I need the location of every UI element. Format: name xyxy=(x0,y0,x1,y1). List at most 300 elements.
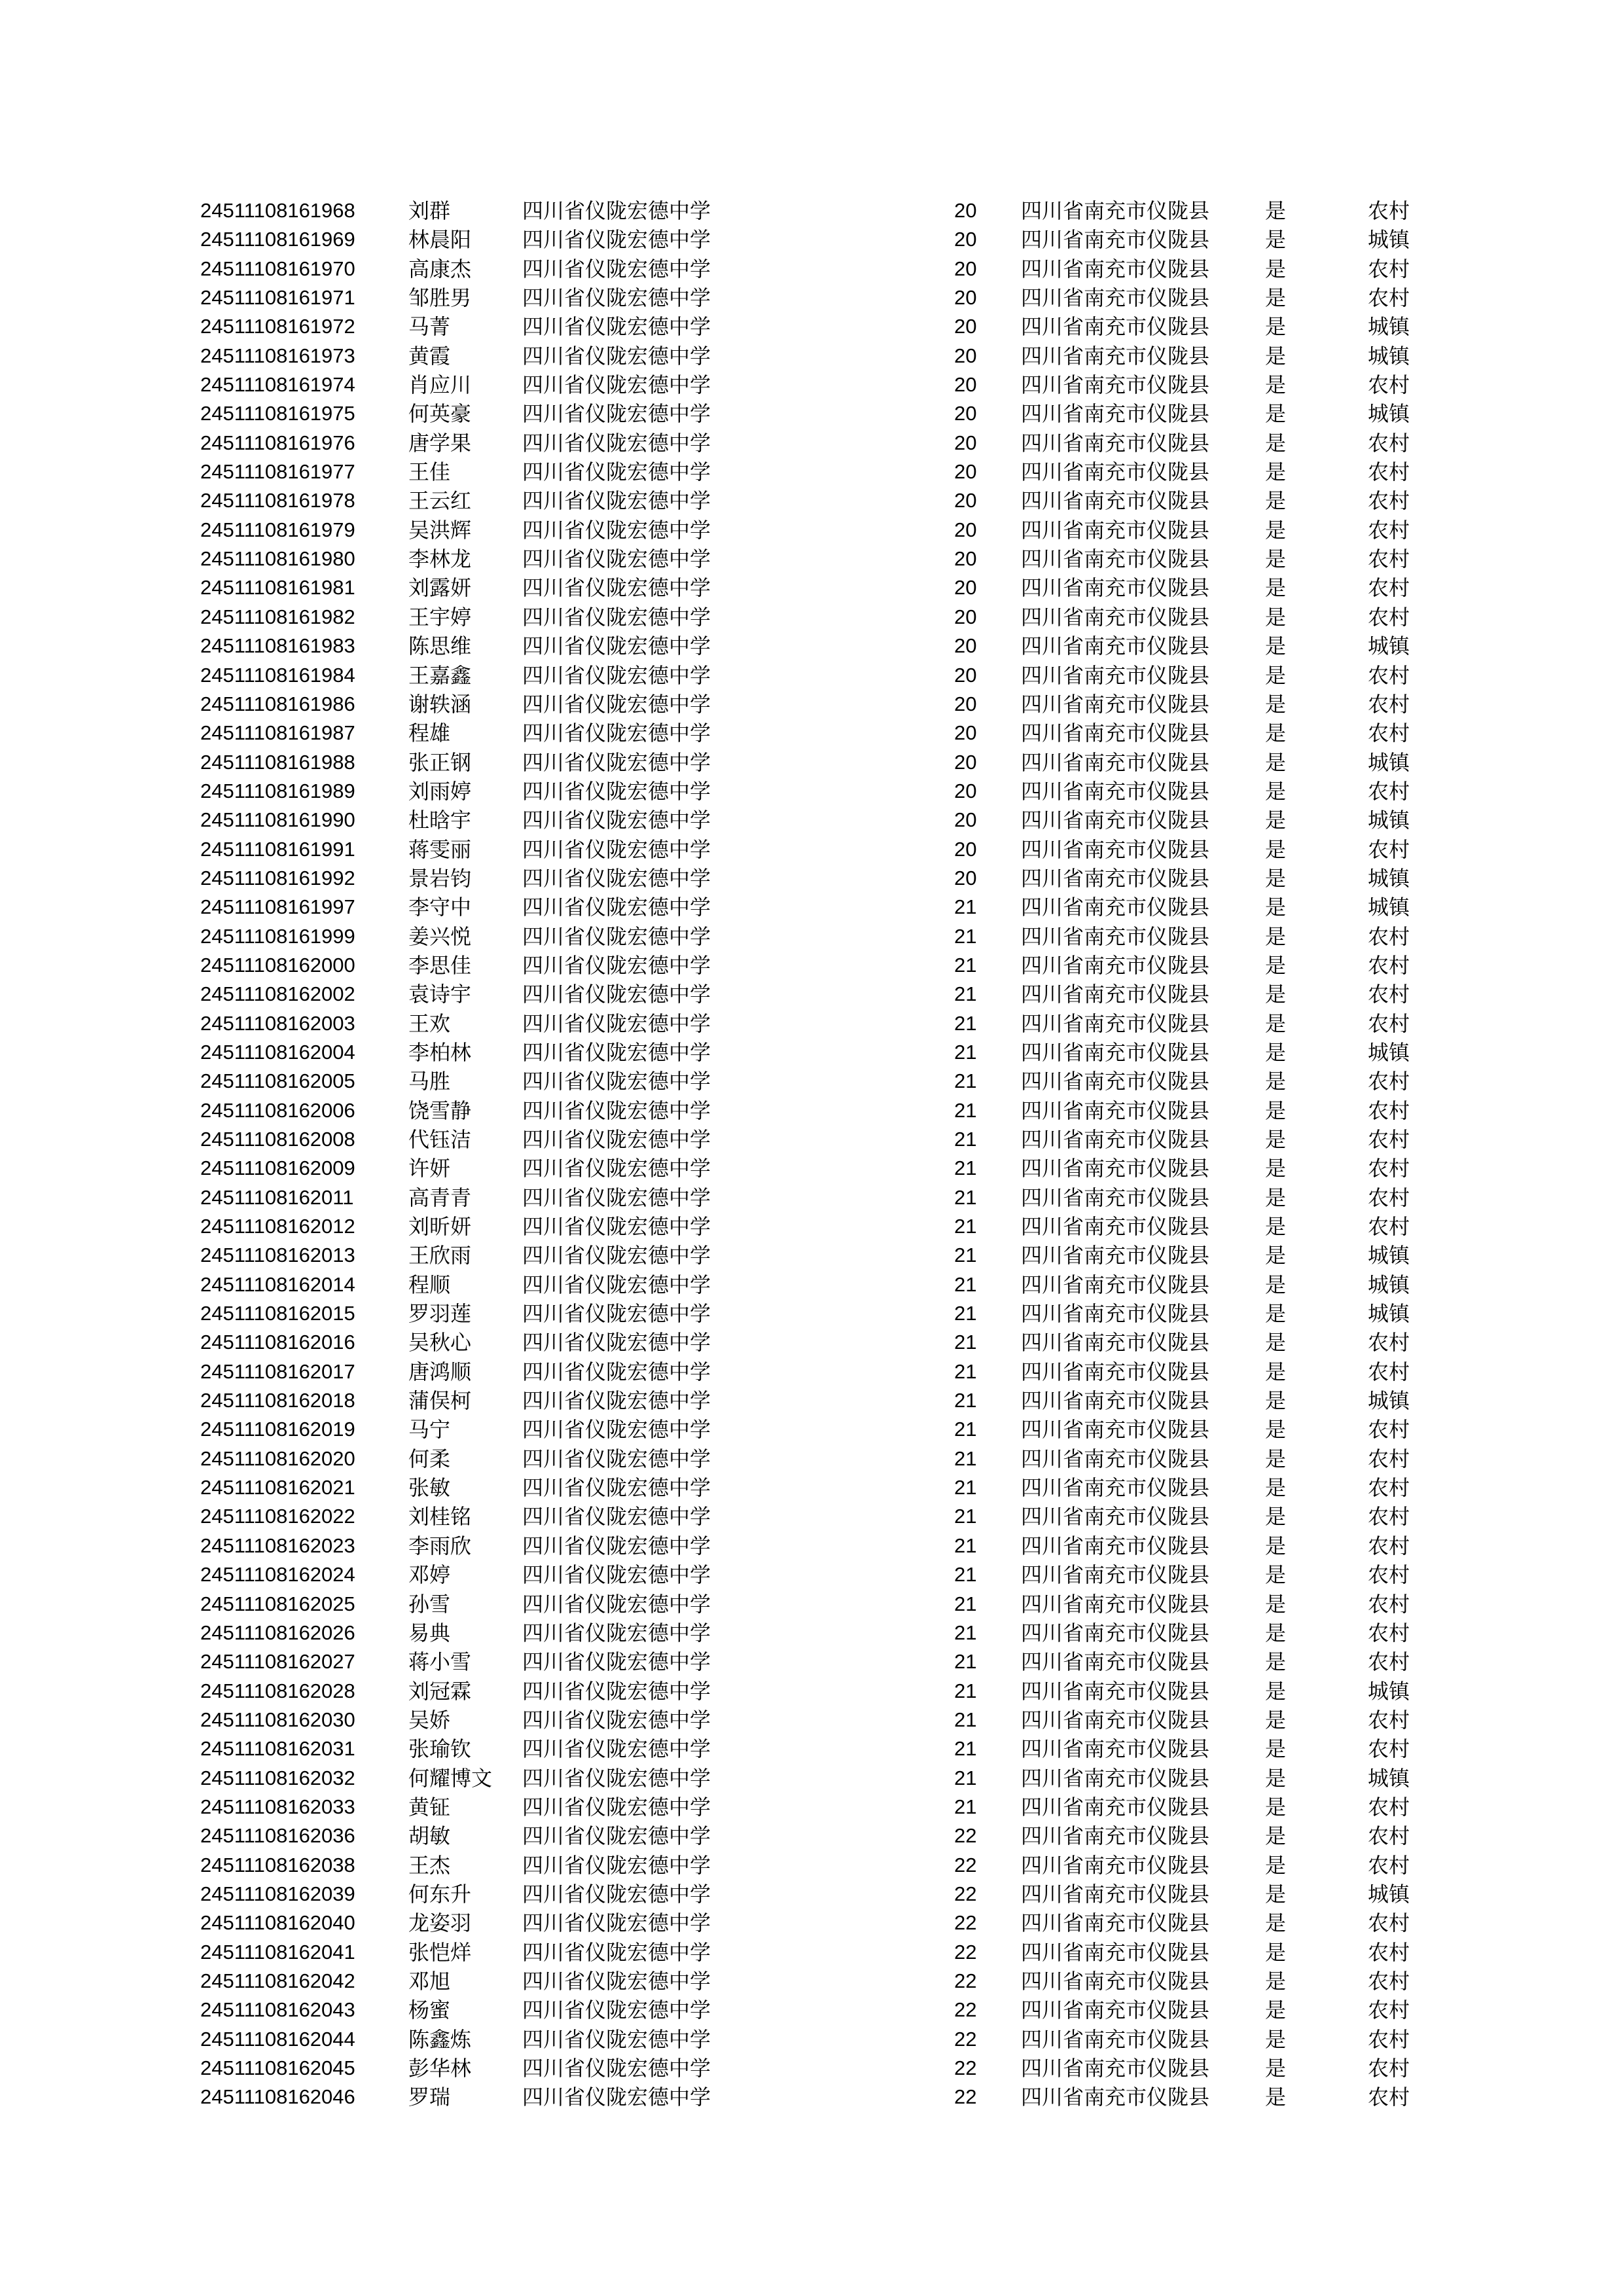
flag-cell: 是 xyxy=(1265,1736,1287,1762)
table-row xyxy=(0,1328,1623,1357)
age-cell: 21 xyxy=(954,1476,977,1499)
address-cell: 四川省南充市仪陇县 xyxy=(1021,547,1210,572)
flag-cell: 是 xyxy=(1265,198,1287,223)
student-id-cell: 24511108162016 xyxy=(200,1331,355,1354)
student-name-cell: 蒋小雪 xyxy=(408,1649,472,1675)
table-row xyxy=(0,632,1623,660)
age-cell: 21 xyxy=(954,1244,977,1267)
student-name-cell: 刘群 xyxy=(408,198,451,223)
student-name-cell: 张敏 xyxy=(408,1475,451,1501)
table-row xyxy=(0,1821,1623,1850)
address-cell: 四川省南充市仪陇县 xyxy=(1021,1968,1210,1994)
school-cell: 四川省仪陇宏德中学 xyxy=(522,2085,711,2110)
flag-cell: 是 xyxy=(1265,2056,1287,2081)
school-cell: 四川省仪陇宏德中学 xyxy=(522,952,711,978)
student-name-cell: 黄霞 xyxy=(408,343,451,368)
flag-cell: 是 xyxy=(1265,952,1287,978)
school-cell: 四川省仪陇宏德中学 xyxy=(522,1504,711,1530)
age-cell: 21 xyxy=(954,1389,977,1412)
student-name-cell: 孙雪 xyxy=(408,1591,451,1617)
area-type-cell: 农村 xyxy=(1368,1707,1410,1732)
table-row xyxy=(0,1473,1623,1502)
school-cell: 四川省仪陇宏德中学 xyxy=(522,1707,711,1732)
flag-cell: 是 xyxy=(1265,1591,1287,1617)
student-name-cell: 袁诗宇 xyxy=(408,982,472,1007)
student-id-cell: 24511108161980 xyxy=(200,547,355,571)
student-id-cell: 24511108162014 xyxy=(200,1272,355,1296)
flag-cell: 是 xyxy=(1265,1243,1287,1268)
school-cell: 四川省仪陇宏德中学 xyxy=(522,459,711,485)
school-cell: 四川省仪陇宏德中学 xyxy=(522,343,711,368)
school-cell: 四川省仪陇宏德中学 xyxy=(522,1039,711,1065)
table-row xyxy=(0,922,1623,951)
address-cell: 四川省南充市仪陇县 xyxy=(1021,634,1210,659)
flag-cell: 是 xyxy=(1265,1649,1287,1675)
table-row xyxy=(0,196,1623,225)
area-type-cell: 农村 xyxy=(1368,198,1410,223)
age-cell: 20 xyxy=(954,489,977,512)
age-cell: 21 xyxy=(954,1272,977,1296)
school-cell: 四川省仪陇宏德中学 xyxy=(522,2056,711,2081)
table-row xyxy=(0,806,1623,834)
address-cell: 四川省南充市仪陇县 xyxy=(1021,1011,1210,1036)
address-cell: 四川省南充市仪陇县 xyxy=(1021,1736,1210,1762)
area-type-cell: 农村 xyxy=(1368,2026,1410,2052)
address-cell: 四川省南充市仪陇县 xyxy=(1021,1939,1210,1965)
address-cell: 四川省南充市仪陇县 xyxy=(1021,1823,1210,1849)
age-cell: 21 xyxy=(954,895,977,919)
age-cell: 21 xyxy=(954,953,977,977)
school-cell: 四川省仪陇宏德中学 xyxy=(522,1591,711,1617)
school-cell: 四川省仪陇宏德中学 xyxy=(522,1301,711,1327)
student-id-cell: 24511108162038 xyxy=(200,1853,355,1876)
student-name-cell: 高青青 xyxy=(408,1185,472,1210)
age-cell: 21 xyxy=(954,1737,977,1761)
address-cell: 四川省南充市仪陇县 xyxy=(1021,1069,1210,1094)
school-cell: 四川省仪陇宏德中学 xyxy=(522,1388,711,1414)
flag-cell: 是 xyxy=(1265,1765,1287,1791)
area-type-cell: 农村 xyxy=(1368,1359,1410,1384)
table-row xyxy=(0,1038,1623,1067)
area-type-cell: 城镇 xyxy=(1368,401,1410,427)
area-type-cell: 城镇 xyxy=(1368,808,1410,833)
age-cell: 21 xyxy=(954,1563,977,1587)
student-id-cell: 24511108162043 xyxy=(200,1998,355,2022)
address-cell: 四川省南充市仪陇县 xyxy=(1021,808,1210,833)
flag-cell: 是 xyxy=(1265,1678,1287,1704)
address-cell: 四川省南充市仪陇县 xyxy=(1021,1998,1210,2023)
table-row xyxy=(0,1938,1623,1967)
area-type-cell: 农村 xyxy=(1368,1185,1410,1210)
student-name-cell: 易典 xyxy=(408,1620,451,1645)
age-cell: 21 xyxy=(954,1795,977,1818)
area-type-cell: 城镇 xyxy=(1368,634,1410,659)
address-cell: 四川省南充市仪陇县 xyxy=(1021,575,1210,601)
address-cell: 四川省南充市仪陇县 xyxy=(1021,1039,1210,1065)
school-cell: 四川省仪陇宏德中学 xyxy=(522,1998,711,2023)
student-name-cell: 姜兴悦 xyxy=(408,924,472,949)
flag-cell: 是 xyxy=(1265,749,1287,775)
student-id-cell: 24511108162003 xyxy=(200,1011,355,1035)
student-id-cell: 24511108162046 xyxy=(200,2085,355,2109)
flag-cell: 是 xyxy=(1265,227,1287,253)
address-cell: 四川省南充市仪陇县 xyxy=(1021,1591,1210,1617)
address-cell: 四川省南充市仪陇县 xyxy=(1021,778,1210,804)
student-id-cell: 24511108161983 xyxy=(200,634,355,658)
student-id-cell: 24511108162036 xyxy=(200,1824,355,1848)
table-row xyxy=(0,1009,1623,1038)
address-cell: 四川省南充市仪陇县 xyxy=(1021,1446,1210,1471)
flag-cell: 是 xyxy=(1265,1794,1287,1820)
student-id-cell: 24511108161977 xyxy=(200,460,355,484)
address-cell: 四川省南充市仪陇县 xyxy=(1021,865,1210,891)
student-id-cell: 24511108162032 xyxy=(200,1766,355,1789)
address-cell: 四川省南充市仪陇县 xyxy=(1021,1243,1210,1268)
address-cell: 四川省南充市仪陇县 xyxy=(1021,1185,1210,1210)
address-cell: 四川省南充市仪陇县 xyxy=(1021,488,1210,514)
flag-cell: 是 xyxy=(1265,865,1287,891)
table-row xyxy=(0,486,1623,515)
school-cell: 四川省仪陇宏德中学 xyxy=(522,547,711,572)
student-id-cell: 24511108162024 xyxy=(200,1563,355,1587)
student-id-cell: 24511108162005 xyxy=(200,1069,355,1093)
student-id-cell: 24511108162042 xyxy=(200,1969,355,1992)
age-cell: 21 xyxy=(954,1185,977,1209)
student-id-cell: 24511108161989 xyxy=(200,779,355,802)
school-cell: 四川省仪陇宏德中学 xyxy=(522,488,711,514)
area-type-cell: 农村 xyxy=(1368,1098,1410,1123)
school-cell: 四川省仪陇宏德中学 xyxy=(522,1852,711,1878)
student-id-cell: 24511108162019 xyxy=(200,1418,355,1441)
school-cell: 四川省仪陇宏德中学 xyxy=(522,1243,711,1268)
area-type-cell: 农村 xyxy=(1368,1446,1410,1471)
address-cell: 四川省南充市仪陇县 xyxy=(1021,1765,1210,1791)
address-cell: 四川省南充市仪陇县 xyxy=(1021,1794,1210,1820)
area-type-cell: 城镇 xyxy=(1368,1765,1410,1791)
student-name-cell: 何耀博文 xyxy=(408,1765,493,1791)
area-type-cell: 农村 xyxy=(1368,952,1410,978)
table-row xyxy=(0,1967,1623,1996)
student-name-cell: 林晨阳 xyxy=(408,227,472,253)
age-cell: 21 xyxy=(954,1505,977,1528)
school-cell: 四川省仪陇宏德中学 xyxy=(522,1475,711,1501)
student-name-cell: 吴娇 xyxy=(408,1707,451,1732)
student-name-cell: 张恺烊 xyxy=(408,1939,472,1965)
age-cell: 20 xyxy=(954,518,977,541)
student-name-cell: 刘桂铭 xyxy=(408,1504,472,1530)
student-name-cell: 李林龙 xyxy=(408,547,472,572)
student-id-cell: 24511108162008 xyxy=(200,1128,355,1151)
address-cell: 四川省南充市仪陇县 xyxy=(1021,1533,1210,1558)
student-name-cell: 杨蜜 xyxy=(408,1998,451,2023)
age-cell: 21 xyxy=(954,1128,977,1151)
area-type-cell: 农村 xyxy=(1368,1011,1410,1036)
age-cell: 21 xyxy=(954,1679,977,1702)
age-cell: 21 xyxy=(954,1040,977,1064)
age-cell: 20 xyxy=(954,721,977,745)
student-name-cell: 马宁 xyxy=(408,1417,451,1443)
address-cell: 四川省南充市仪陇县 xyxy=(1021,895,1210,920)
student-name-cell: 龙姿羽 xyxy=(408,1910,472,1936)
table-row xyxy=(0,661,1623,690)
age-cell: 20 xyxy=(954,199,977,222)
area-type-cell: 城镇 xyxy=(1368,1243,1410,1268)
school-cell: 四川省仪陇宏德中学 xyxy=(522,1881,711,1907)
area-type-cell: 城镇 xyxy=(1368,227,1410,253)
age-cell: 20 xyxy=(954,257,977,280)
area-type-cell: 农村 xyxy=(1368,1504,1410,1530)
age-cell: 20 xyxy=(954,373,977,397)
student-id-cell: 24511108161999 xyxy=(200,924,355,948)
student-name-cell: 蒋雯丽 xyxy=(408,836,472,862)
school-cell: 四川省仪陇宏德中学 xyxy=(522,1214,711,1240)
table-row xyxy=(0,342,1623,370)
area-type-cell: 城镇 xyxy=(1368,314,1410,340)
student-name-cell: 邓旭 xyxy=(408,1968,451,1994)
area-type-cell: 农村 xyxy=(1368,1968,1410,1994)
flag-cell: 是 xyxy=(1265,691,1287,717)
age-cell: 21 xyxy=(954,1418,977,1441)
area-type-cell: 农村 xyxy=(1368,1794,1410,1820)
student-id-cell: 24511108162030 xyxy=(200,1708,355,1731)
table-row xyxy=(0,1183,1623,1212)
age-cell: 22 xyxy=(954,1969,977,1992)
school-cell: 四川省仪陇宏德中学 xyxy=(522,634,711,659)
area-type-cell: 农村 xyxy=(1368,1736,1410,1762)
flag-cell: 是 xyxy=(1265,982,1287,1007)
student-id-cell: 24511108161970 xyxy=(200,257,355,280)
table-row xyxy=(0,1793,1623,1821)
area-type-cell: 城镇 xyxy=(1368,343,1410,368)
address-cell: 四川省南充市仪陇县 xyxy=(1021,836,1210,862)
school-cell: 四川省仪陇宏德中学 xyxy=(522,1649,711,1675)
table-row xyxy=(0,1590,1623,1619)
table-row xyxy=(0,1299,1623,1328)
area-type-cell: 农村 xyxy=(1368,517,1410,543)
table-row xyxy=(0,1647,1623,1676)
school-cell: 四川省仪陇宏德中学 xyxy=(522,604,711,630)
table-row xyxy=(0,545,1623,573)
age-cell: 22 xyxy=(954,1998,977,2022)
school-cell: 四川省仪陇宏德中学 xyxy=(522,982,711,1007)
school-cell: 四川省仪陇宏德中学 xyxy=(522,721,711,746)
area-type-cell: 城镇 xyxy=(1368,749,1410,775)
table-row xyxy=(0,2054,1623,2083)
address-cell: 四川省南充市仪陇县 xyxy=(1021,662,1210,688)
school-cell: 四川省仪陇宏德中学 xyxy=(522,1736,711,1762)
flag-cell: 是 xyxy=(1265,1301,1287,1327)
table-row xyxy=(0,1212,1623,1241)
school-cell: 四川省仪陇宏德中学 xyxy=(522,1765,711,1791)
age-cell: 20 xyxy=(954,663,977,687)
school-cell: 四川省仪陇宏德中学 xyxy=(522,314,711,340)
address-cell: 四川省南充市仪陇县 xyxy=(1021,2056,1210,2081)
student-id-cell: 24511108161976 xyxy=(200,431,355,454)
student-id-cell: 24511108162004 xyxy=(200,1040,355,1064)
area-type-cell: 农村 xyxy=(1368,1562,1410,1588)
student-name-cell: 饶雪静 xyxy=(408,1098,472,1123)
school-cell: 四川省仪陇宏德中学 xyxy=(522,1620,711,1645)
table-row xyxy=(0,1734,1623,1763)
table-row xyxy=(0,1502,1623,1531)
flag-cell: 是 xyxy=(1265,836,1287,862)
flag-cell: 是 xyxy=(1265,1156,1287,1181)
area-type-cell: 城镇 xyxy=(1368,1039,1410,1065)
age-cell: 20 xyxy=(954,460,977,484)
flag-cell: 是 xyxy=(1265,1069,1287,1094)
age-cell: 20 xyxy=(954,286,977,310)
area-type-cell: 农村 xyxy=(1368,1330,1410,1355)
age-cell: 20 xyxy=(954,431,977,454)
flag-cell: 是 xyxy=(1265,1098,1287,1123)
flag-cell: 是 xyxy=(1265,517,1287,543)
student-id-cell: 24511108162040 xyxy=(200,1911,355,1935)
area-type-cell: 农村 xyxy=(1368,1852,1410,1878)
student-name-cell: 马菁 xyxy=(408,314,451,340)
area-type-cell: 农村 xyxy=(1368,721,1410,746)
table-row xyxy=(0,1241,1623,1270)
student-id-cell: 24511108162027 xyxy=(200,1650,355,1674)
school-cell: 四川省仪陇宏德中学 xyxy=(522,865,711,891)
school-cell: 四川省仪陇宏德中学 xyxy=(522,1562,711,1588)
flag-cell: 是 xyxy=(1265,1475,1287,1501)
flag-cell: 是 xyxy=(1265,1823,1287,1849)
flag-cell: 是 xyxy=(1265,778,1287,804)
address-cell: 四川省南充市仪陇县 xyxy=(1021,1272,1210,1297)
age-cell: 22 xyxy=(954,2027,977,2051)
flag-cell: 是 xyxy=(1265,634,1287,659)
address-cell: 四川省南充市仪陇县 xyxy=(1021,924,1210,949)
table-row xyxy=(0,777,1623,806)
school-cell: 四川省仪陇宏德中学 xyxy=(522,575,711,601)
area-type-cell: 农村 xyxy=(1368,924,1410,949)
address-cell: 四川省南充市仪陇县 xyxy=(1021,691,1210,717)
student-name-cell: 李守中 xyxy=(408,895,472,920)
student-id-cell: 24511108162023 xyxy=(200,1534,355,1557)
area-type-cell: 农村 xyxy=(1368,488,1410,514)
student-name-cell: 邓婷 xyxy=(408,1562,451,1588)
school-cell: 四川省仪陇宏德中学 xyxy=(522,1011,711,1036)
student-id-cell: 24511108162018 xyxy=(200,1389,355,1412)
flag-cell: 是 xyxy=(1265,1330,1287,1355)
table-row xyxy=(0,864,1623,893)
flag-cell: 是 xyxy=(1265,1359,1287,1384)
address-cell: 四川省南充市仪陇县 xyxy=(1021,952,1210,978)
school-cell: 四川省仪陇宏德中学 xyxy=(522,895,711,920)
school-cell: 四川省仪陇宏德中学 xyxy=(522,1794,711,1820)
address-cell: 四川省南充市仪陇县 xyxy=(1021,2026,1210,2052)
flag-cell: 是 xyxy=(1265,1707,1287,1732)
student-id-cell: 24511108161968 xyxy=(200,199,355,222)
flag-cell: 是 xyxy=(1265,1185,1287,1210)
table-row xyxy=(0,1386,1623,1415)
area-type-cell: 农村 xyxy=(1368,1591,1410,1617)
student-name-cell: 高康杰 xyxy=(408,256,472,281)
student-name-cell: 何东升 xyxy=(408,1881,472,1907)
school-cell: 四川省仪陇宏德中学 xyxy=(522,430,711,456)
student-id-cell: 24511108162044 xyxy=(200,2027,355,2051)
age-cell: 21 xyxy=(954,1098,977,1122)
student-name-cell: 李思佳 xyxy=(408,952,472,978)
address-cell: 四川省南充市仪陇县 xyxy=(1021,982,1210,1007)
address-cell: 四川省南充市仪陇县 xyxy=(1021,401,1210,427)
table-row xyxy=(0,1415,1623,1444)
student-id-cell: 24511108162015 xyxy=(200,1302,355,1325)
age-cell: 22 xyxy=(954,1882,977,1905)
student-id-cell: 24511108161975 xyxy=(200,402,355,425)
student-name-cell: 代钰洁 xyxy=(408,1127,472,1152)
table-row xyxy=(0,1532,1623,1560)
school-cell: 四川省仪陇宏德中学 xyxy=(522,1330,711,1355)
age-cell: 21 xyxy=(954,1592,977,1615)
school-cell: 四川省仪陇宏德中学 xyxy=(522,372,711,398)
flag-cell: 是 xyxy=(1265,1214,1287,1240)
area-type-cell: 农村 xyxy=(1368,1156,1410,1181)
student-name-cell: 罗羽莲 xyxy=(408,1301,472,1327)
table-row xyxy=(0,1996,1623,2024)
table-row xyxy=(0,1706,1623,1734)
area-type-cell: 农村 xyxy=(1368,662,1410,688)
area-type-cell: 农村 xyxy=(1368,1069,1410,1094)
student-id-cell: 24511108162045 xyxy=(200,2056,355,2079)
flag-cell: 是 xyxy=(1265,1388,1287,1414)
student-name-cell: 刘雨婷 xyxy=(408,778,472,804)
school-cell: 四川省仪陇宏德中学 xyxy=(522,1533,711,1558)
age-cell: 22 xyxy=(954,1940,977,1964)
student-id-cell: 24511108162017 xyxy=(200,1359,355,1383)
student-id-cell: 24511108162000 xyxy=(200,953,355,977)
flag-cell: 是 xyxy=(1265,1998,1287,2023)
table-row xyxy=(0,573,1623,602)
student-name-cell: 彭华林 xyxy=(408,2056,472,2081)
flag-cell: 是 xyxy=(1265,314,1287,340)
student-id-cell: 24511108161986 xyxy=(200,692,355,715)
student-id-cell: 24511108162011 xyxy=(200,1185,354,1209)
area-type-cell: 农村 xyxy=(1368,1214,1410,1240)
age-cell: 21 xyxy=(954,924,977,948)
address-cell: 四川省南充市仪陇县 xyxy=(1021,1649,1210,1675)
flag-cell: 是 xyxy=(1265,1620,1287,1645)
address-cell: 四川省南充市仪陇县 xyxy=(1021,1156,1210,1181)
table-row xyxy=(0,255,1623,283)
address-cell: 四川省南充市仪陇县 xyxy=(1021,721,1210,746)
address-cell: 四川省南充市仪陇县 xyxy=(1021,1562,1210,1588)
student-id-cell: 24511108161979 xyxy=(200,518,355,541)
student-name-cell: 王欣雨 xyxy=(408,1243,472,1268)
area-type-cell: 农村 xyxy=(1368,836,1410,862)
address-cell: 四川省南充市仪陇县 xyxy=(1021,314,1210,340)
table-row xyxy=(0,1560,1623,1589)
table-row xyxy=(0,1764,1623,1793)
table-row xyxy=(0,429,1623,457)
flag-cell: 是 xyxy=(1265,662,1287,688)
age-cell: 20 xyxy=(954,402,977,425)
age-cell: 21 xyxy=(954,1766,977,1789)
school-cell: 四川省仪陇宏德中学 xyxy=(522,1910,711,1936)
address-cell: 四川省南充市仪陇县 xyxy=(1021,1214,1210,1240)
flag-cell: 是 xyxy=(1265,924,1287,949)
area-type-cell: 城镇 xyxy=(1368,1881,1410,1907)
area-type-cell: 城镇 xyxy=(1368,1678,1410,1704)
age-cell: 22 xyxy=(954,1911,977,1935)
school-cell: 四川省仪陇宏德中学 xyxy=(522,1968,711,1994)
age-cell: 20 xyxy=(954,779,977,802)
flag-cell: 是 xyxy=(1265,1272,1287,1297)
student-name-cell: 李柏林 xyxy=(408,1039,472,1065)
address-cell: 四川省南充市仪陇县 xyxy=(1021,1504,1210,1530)
area-type-cell: 城镇 xyxy=(1368,1301,1410,1327)
student-name-cell: 王云红 xyxy=(408,488,472,514)
